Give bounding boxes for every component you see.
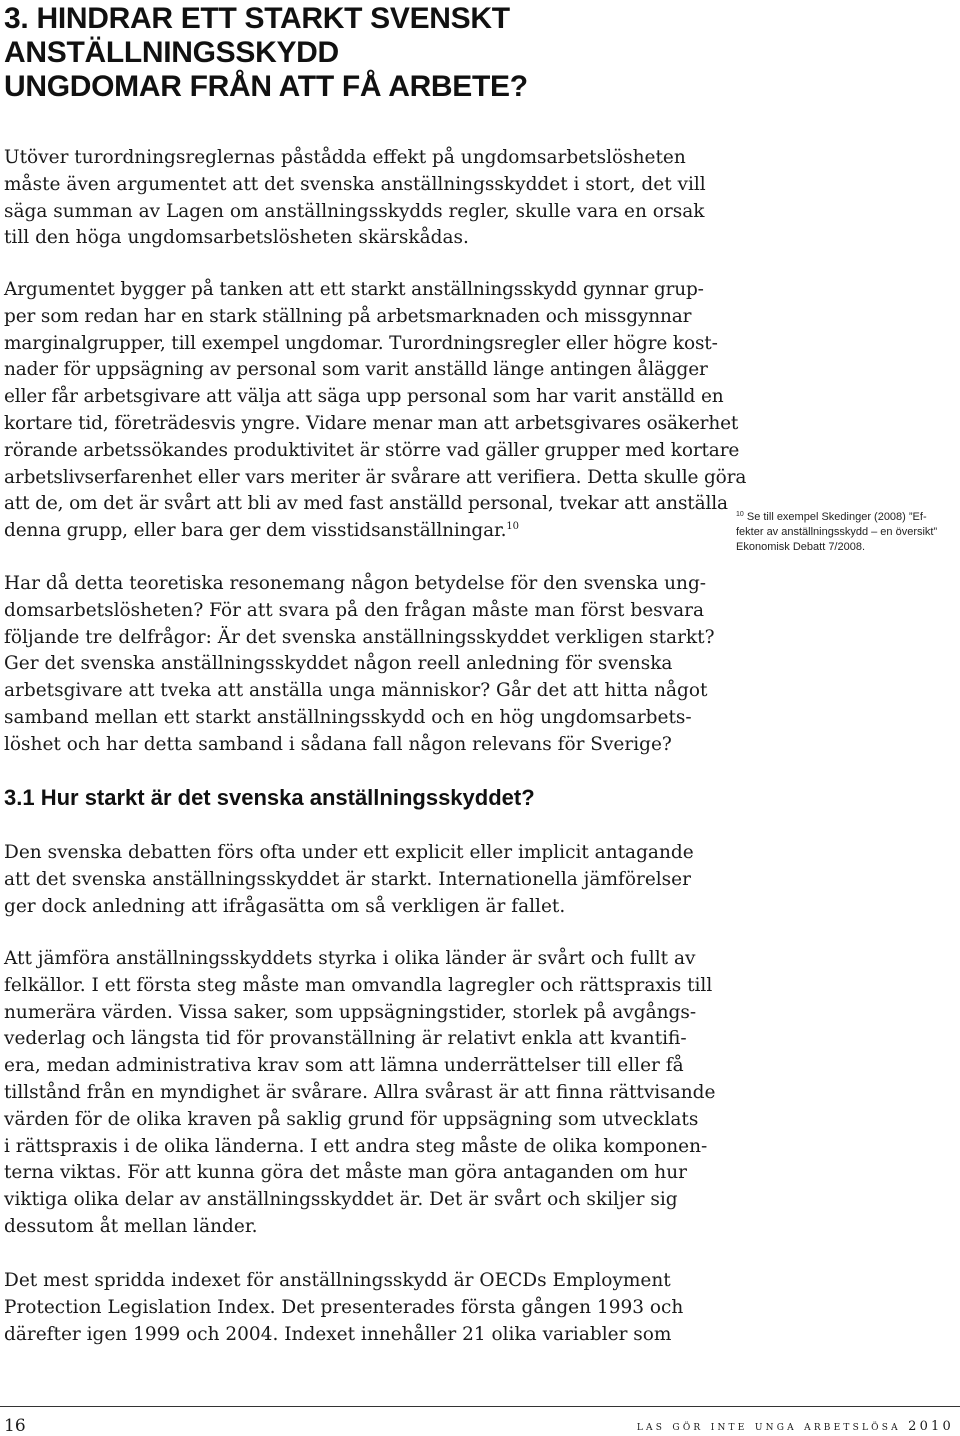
subsection-heading: 3.1 Hur starkt är det svenska anställningsskyddet? [4,785,535,810]
text-line [4,518,709,545]
footnote-line: fekter av anställningsskydd – en översikt” [736,526,938,538]
text-line: rörande arbetssökandes produktivitet är större vad gäller grupper med kortare [4,439,740,461]
text-line: arbetslivserfarenhet eller vars meriter är svårare att verifiera. Detta skulle göra [4,466,747,488]
page-number: 16 [4,1416,26,1436]
text-line: terna viktas. För att kunna göra det måste man göra antaganden om hur [4,1162,687,1184]
text-line: till den höga ungdomsarbetslösheten skärskådas. [4,227,469,249]
text-line: viktiga olika delar av anställningsskyddet är. Det är svårt och skiljer sig [4,1189,678,1211]
text-line: att det svenska anställningsskyddet är starkt. Internationella jämförelser [4,868,691,890]
text-line: samband mellan ett starkt anställningsskydd och en hög ungdomsarbets- [4,706,692,728]
text-line: kortare tid, företrädesvis yngre. Vidare menar man att arbetsgivares osäkerhet [4,412,739,434]
text-line: att de, om det är svårt att bli av med fast anställd personal, tvekar att anställa [4,493,728,515]
heading-line: UNGDOMAR FRÅN ATT FÅ ARBETE? [4,70,528,103]
paragraph-4 [4,840,709,920]
paragraph-1 [4,145,709,252]
text-line: per som redan har en stark ställning på arbetsmarknaden och missgynnar [4,305,692,327]
text-line: felkällor. I ett första steg måste man omvandla lagregler och rättspraxis till [4,974,713,996]
text-fragment: denna grupp, eller bara ger dem visstidsanställningar. [4,520,507,542]
text-line: Utöver turordningsreglernas påstådda effekt på ungdomsarbetslösheten [4,147,686,168]
paragraph-6 [4,1268,709,1348]
footnote-line [736,510,956,525]
text-line: vederlag och längsta tid för provanställning är relativt enkla att kvantifi- [4,1028,687,1050]
text-line: följande tre delfrågor: Är det svenska anställningsskyddet verkligen starkt? [4,626,715,648]
text-line: därefter igen 1999 och 2004. Indexet innehåller 21 olika variabler som [4,1323,672,1345]
text-line: Den svenska debatten förs ofta under ett explicit eller implicit antagande [4,842,694,863]
footer-divider [0,1406,960,1407]
text-line: Har då detta teoretiska resonemang någon betydelse för den svenska ung- [4,573,707,594]
footnote-number: 10 [736,511,744,518]
text-line: måste även argumentet att det svenska anställningsskyddet i stort, det vill [4,173,706,195]
paragraph-3 [4,571,715,759]
text-line: värden för de olika kraven på saklig grund för uppsägning som utvecklats [4,1108,699,1130]
text-line: tillstånd från en myndighet är svårare. Allra svårast är att finna rättvisande [4,1081,716,1103]
text-line: era, medan administrativa krav som att lämna underrättelser till eller få [4,1055,684,1077]
text-line: arbetsgivare att tveka att anställa unga människor? Går det att hitta något [4,680,708,702]
footnote-ref-10[interactable]: 10 [506,521,519,533]
text-line: Det mest spridda indexet för anställningsskydd är OECDs Employment [4,1270,671,1291]
paragraph-2 [4,277,747,545]
footnote-line: Ekonomisk Debatt 7/2008. [736,541,866,553]
text-fragment: Se till exempel Skedinger (2008) ”Ef- [746,511,927,523]
section-heading [4,2,724,104]
running-title: las gör inte unga arbetslösa 2010 [636,1419,954,1434]
text-line: eller får arbetsgivare att välja att säga upp personal som har varit anställd en [4,386,724,408]
text-line: numerära värden. Vissa saker, som uppsägningstider, storlek på avgångs- [4,1001,697,1023]
text-line: Protection Legislation Index. Det presenterades första gången 1993 och [4,1296,684,1318]
text-line: domsarbetslösheten? För att svara på den frågan måste man först besvara [4,599,705,621]
text-line: Att jämföra anställningsskyddets styrka i olika länder är svårt och fullt av [4,948,696,969]
text-line: Ger det svenska anställningsskyddet någon reell anledning för svenska [4,653,673,675]
text-line: löshet och har detta samband i sådana fall någon relevans för Sverige? [4,733,672,755]
paragraph-5 [4,946,716,1241]
footnote-10 [736,510,956,555]
text-line: ger dock anledning att ifrågasätta om så verkligen är fallet. [4,895,566,917]
text-line: nader för uppsägning av personal som varit anställd länge antingen ålägger [4,359,708,381]
text-line: Argumentet bygger på tanken att ett starkt anställningsskydd gynnar grup- [4,279,704,300]
text-line: i rättspraxis i de olika länderna. I ett andra steg måste de olika komponen- [4,1135,708,1157]
text-line: säga summan av Lagen om anställningsskydds regler, skulle vara en orsak [4,200,705,222]
text-line: dessutom åt mellan länder. [4,1215,258,1237]
heading-line: 3. HINDRAR ETT STARKT SVENSKT ANSTÄLLNINGSSKYDD [4,2,510,69]
text-line: marginalgrupper, till exempel ungdomar. Turordningsregler eller högre kost- [4,332,718,354]
